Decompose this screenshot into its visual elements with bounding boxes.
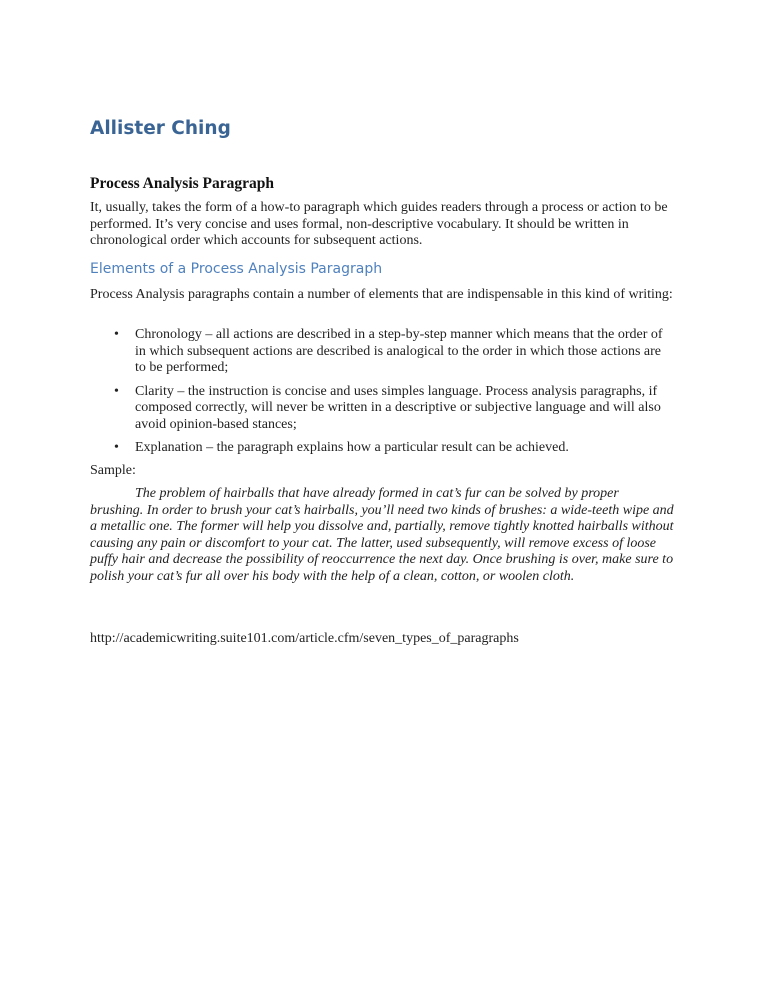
bullet-icon: •	[114, 383, 119, 399]
document-title: Process Analysis Paragraph	[90, 175, 274, 192]
intro-paragraph: It, usually, takes the form of a how-to paragraph which guides readers through a process or action to be performed. It’s very concise and uses formal, non-descriptive vocabulary. It should be written in chronological order which accounts for subsequent actions.	[90, 200, 668, 248]
elements-intro-paragraph: Process Analysis paragraphs contain a number of elements that are indispensable in this kind of writing:	[90, 287, 673, 302]
author-name: Allister Ching	[90, 118, 231, 139]
sample-paragraph: The problem of hairballs that have already formed in cat’s fur can be solved by proper brushing. In order to brush your cat’s hairballs, you’ll need two kinds of brushes: a wide-teeth wipe and a metallic one. The former will help you dissolve and, partially, remove tightly knotted hairballs without causing any pain or discomfort to your cat. The latter, used subsequently, will remove excess of loose puffy hair and decrease the possibility of reoccurrence the next day. Once brushing is over, make sure to polish your cat’s fur all over his body with the help of a clean, cotton, or woolen cloth.	[90, 486, 674, 584]
section-heading: Elements of a Process Analysis Paragraph	[90, 261, 383, 277]
elements-list	[90, 327, 680, 464]
list-item-text: Clarity – the instruction is concise and uses simples language. Process analysis paragraphs, if composed correctly, will never be written in a descriptive or subjective language and will also avoid opinion-based stances;	[135, 383, 661, 432]
bullet-icon: •	[114, 327, 119, 342]
list-item	[90, 440, 680, 457]
list-item	[90, 327, 680, 377]
list-item	[90, 384, 680, 434]
sample-label: Sample:	[90, 463, 136, 478]
list-item-text: Chronology – all actions are described in a step-by-step manner which means that the order of in which subsequent actions are described is analogical to the order in which those actions are to be performed;	[135, 327, 663, 375]
bullet-icon: •	[114, 440, 119, 455]
source-url[interactable]: http://academicwriting.suite101.com/article.cfm/seven_types_of_paragraphs	[90, 631, 519, 646]
list-item-text: Explanation – the paragraph explains how a particular result can be achieved.	[135, 440, 569, 455]
